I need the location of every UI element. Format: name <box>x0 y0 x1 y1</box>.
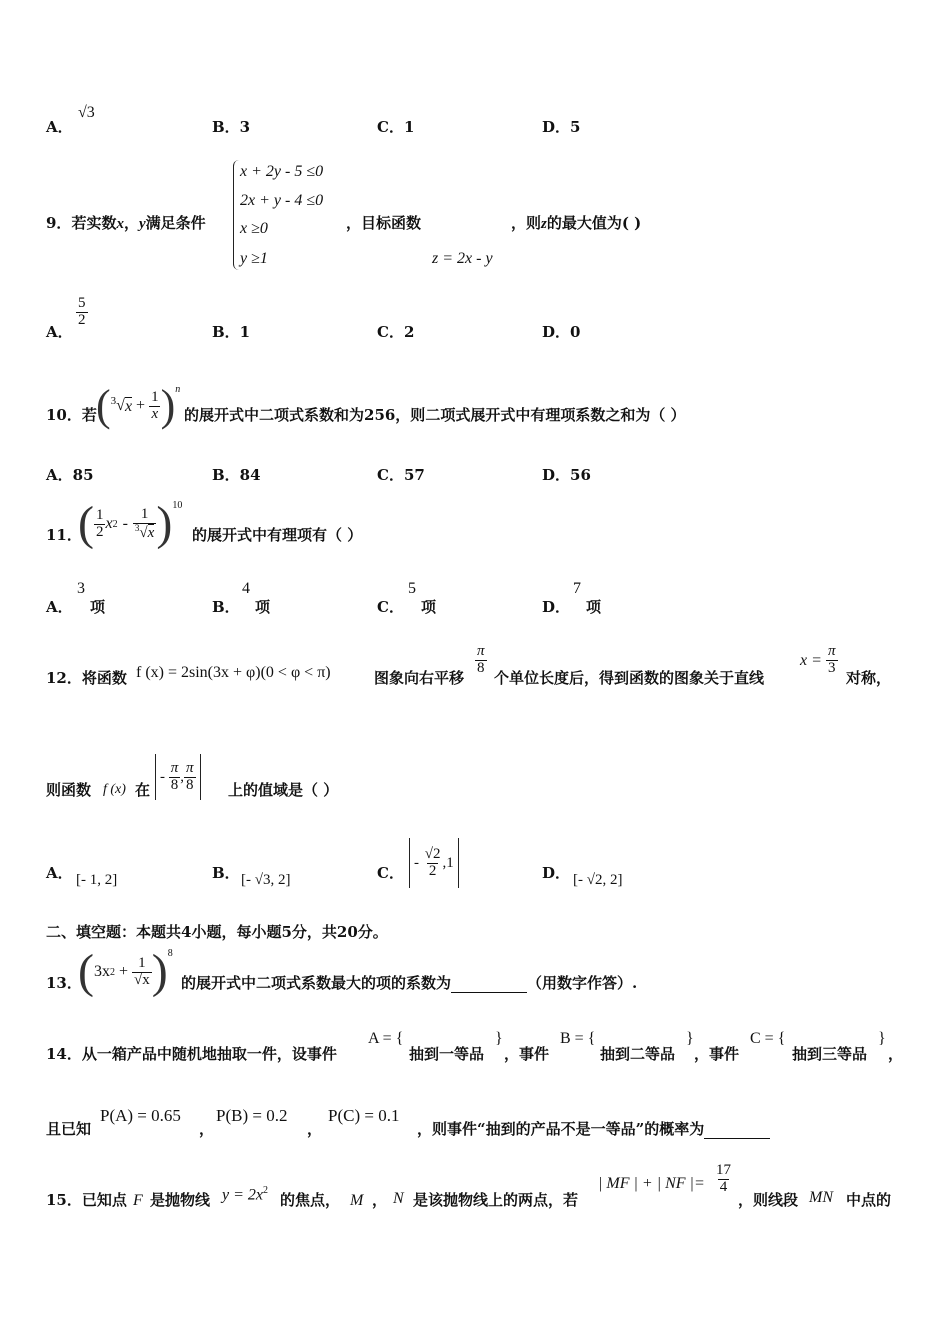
q12-text2: 个单位长度后，得到函数的图象关于直线 <box>494 669 765 687</box>
q12-text3: 对称， <box>846 669 892 687</box>
q10-number: 10．若 <box>46 406 97 424</box>
q11-option-d-label: D． <box>542 598 571 616</box>
q12-option-a-label: A． <box>46 864 73 882</box>
q12-option-c-value <box>409 838 459 888</box>
q11-option-a-unit: 项 <box>90 598 106 616</box>
q15-parabola-eq: y = 2x <box>222 1186 263 1204</box>
q14-event-b: B = { <box>560 1030 596 1047</box>
q9-ask <box>511 212 641 233</box>
q11-fraction-2 <box>133 507 156 542</box>
q15-parabola-exp: 2 <box>263 1185 268 1196</box>
q11-fraction-1 <box>94 508 106 541</box>
q8-option-a-value: √3 <box>78 104 95 121</box>
q14-event-a-close: } <box>495 1030 503 1047</box>
q14-event-c-text: 抽到三等品 <box>792 1045 868 1063</box>
q12-shift-den: 8 <box>477 659 485 676</box>
q14-sep2: ， <box>307 1120 323 1138</box>
q13-fraction <box>132 956 152 989</box>
q15-point-f: F <box>133 1192 143 1209</box>
q12-interval <box>155 754 201 800</box>
q14-answer-blank[interactable] <box>704 1124 770 1139</box>
q9-option-a-denominator: 2 <box>78 311 86 328</box>
q12-option-a-value: [- 1, 2] <box>76 872 118 888</box>
q12-interval-left <box>169 761 181 794</box>
q11-text: 的展开式中有理项有（ ） <box>192 526 363 544</box>
q11-option-c-label: C． <box>377 598 404 616</box>
q11-option-c-unit: 项 <box>421 598 437 616</box>
q14-event-b-close: } <box>686 1030 694 1047</box>
q13-text2: （用数字作答）. <box>527 974 638 992</box>
q9-option-d: D．0 <box>542 323 581 341</box>
q8-option-a-label: A． <box>46 118 73 136</box>
q14-text6: ，则事件“抽到的产品不是一等品”的概率为 <box>417 1120 705 1138</box>
q13-expression <box>78 945 173 998</box>
q14-question <box>417 1118 770 1139</box>
q10-exponent: n <box>175 384 181 395</box>
q11-option-b-label: B． <box>212 598 240 616</box>
q11-f2-den <box>133 523 156 542</box>
q9-constraint-1: x + 2y - 5 ≤0 <box>240 163 324 180</box>
q12-fx: f (x) <box>103 782 126 797</box>
q12-option-c-label: C． <box>377 864 404 882</box>
q13-frac-num: 1 <box>138 954 146 971</box>
q14-text5: 且已知 <box>46 1120 92 1138</box>
q12-text4: 则函数 <box>46 781 92 799</box>
q10-expression <box>96 381 181 430</box>
q12-interval-right-num: π <box>186 759 194 776</box>
q13-frac-den: √x <box>134 971 150 988</box>
q14-event-a: A = { <box>368 1030 404 1047</box>
q9-option-a-label: A． <box>46 323 73 341</box>
q9-option-a-fraction <box>76 296 88 329</box>
q13-plus: + <box>118 963 129 980</box>
q9-number: 9． <box>46 214 72 232</box>
q13-answer-blank[interactable] <box>451 978 527 993</box>
q13-left-paren: ( <box>78 945 94 998</box>
q11-x: x <box>105 515 113 532</box>
q15-condition: | MF | + | NF |= <box>598 1175 705 1192</box>
q12-number: 12．将函数 <box>46 669 127 687</box>
q8-option-c: C．1 <box>377 118 415 136</box>
q13-number: 13． <box>46 974 82 992</box>
q12-interval-right-den: 8 <box>186 776 194 793</box>
q11-expression <box>78 497 183 550</box>
q10-option-a: A．85 <box>46 466 94 484</box>
q12-function: f (x) = 2sin(3x + φ)(0 < φ < π) <box>136 664 331 681</box>
q11-f2-root-index: 3 <box>134 522 140 533</box>
q9-option-c: C．2 <box>377 323 415 341</box>
q12-interval-left-den: 8 <box>170 776 179 793</box>
section-title: 二、填空题：本题共4小题，每小题5分，共20分。 <box>46 923 388 941</box>
q12-text1: 图象向右平移 <box>374 669 465 687</box>
q11-minus: - <box>122 515 128 532</box>
q9-text3: ，目标函数 <box>346 214 422 232</box>
q15-text1: 是抛物线 <box>150 1191 211 1209</box>
q14-event-b-text: 抽到二等品 <box>600 1045 676 1063</box>
q9-var-z: z <box>541 216 547 232</box>
q11-right-paren: ) <box>156 497 173 550</box>
q10-right-paren: ) <box>160 381 176 430</box>
q15-text6: 中点的 <box>846 1191 892 1209</box>
q13-text1: 的展开式中二项式系数最大的项的系数为 <box>181 974 452 992</box>
q12-line-num: π <box>828 643 836 659</box>
q14-text4: ， <box>888 1045 904 1063</box>
q9-text5: 的最大值为( ) <box>546 214 642 232</box>
q12-shift-num: π <box>477 643 485 659</box>
q15-parabola <box>222 1185 268 1204</box>
q14-text3: ，事件 <box>694 1045 740 1063</box>
q9-objective: z = 2x - y <box>432 250 493 267</box>
q9-constraint-4: y ≥1 <box>240 250 268 267</box>
q12-option-c-den: 2 <box>428 862 437 879</box>
q13-right-paren: ) <box>151 945 168 998</box>
q10-frac-den: x <box>151 405 159 422</box>
q12-line-den: 3 <box>828 659 836 676</box>
q13-exponent: 8 <box>167 948 173 959</box>
q12-shift-fraction <box>475 644 487 677</box>
q9-option-a-numerator: 5 <box>78 295 86 311</box>
q12-interval-comma: , <box>180 768 185 785</box>
q11-option-a-number: 3 <box>77 580 85 597</box>
q8-option-d: D．5 <box>542 118 581 136</box>
q10-fraction <box>149 390 161 423</box>
q11-option-b-unit: 项 <box>255 598 271 616</box>
q14-text2: ，事件 <box>504 1045 550 1063</box>
q15-point-n: N <box>393 1190 404 1207</box>
q11-f1-den: 2 <box>95 523 104 540</box>
q11-option-b-number: 4 <box>242 580 250 597</box>
q15-text2: 的焦点， <box>280 1191 341 1209</box>
q11-exponent: 10 <box>172 500 183 511</box>
q14-event-c-close: } <box>878 1030 886 1047</box>
q10-frac-num: 1 <box>151 388 159 405</box>
q14-number-text: 14．从一箱产品中随机地抽取一件，设事件 <box>46 1045 337 1063</box>
q9-text2: 满足条件 <box>145 214 206 232</box>
q9-var-x: x <box>116 216 124 232</box>
q11-radical-icon: √ <box>139 524 148 541</box>
q11-f2-root-var: x <box>147 524 155 541</box>
q15-text3: ， <box>372 1191 388 1209</box>
q11-f1-num: 1 <box>95 506 104 523</box>
q9-text1: 若实数 <box>71 214 117 232</box>
q9-comma: ， <box>123 214 139 232</box>
q14-pa: P(A) = 0.65 <box>100 1106 181 1125</box>
q13-question <box>181 972 637 993</box>
q11-option-d-number: 7 <box>573 580 581 597</box>
q12-option-b-label: B． <box>212 864 240 882</box>
q14-pb: P(B) = 0.2 <box>216 1106 288 1125</box>
q15-cond-num: 17 <box>716 1162 731 1178</box>
q13-term1: 3x <box>93 963 110 980</box>
q15-point-m: M <box>350 1192 364 1209</box>
q11-option-c-number: 5 <box>408 580 416 597</box>
q10-option-c: C．57 <box>377 466 425 484</box>
q9-text4: ，则 <box>511 214 542 232</box>
q13-term1-exp: 2 <box>109 966 115 978</box>
q12-option-d-value: [- √2, 2] <box>573 872 623 888</box>
q15-cond-fraction <box>714 1163 733 1196</box>
q14-pc: P(C) = 0.1 <box>328 1106 400 1125</box>
q15-number-text: 15．已知点 <box>46 1191 127 1209</box>
q12-line-lhs: x = <box>800 652 822 669</box>
q9-option-b: B．1 <box>212 323 251 341</box>
q9-constraint-2: 2x + y - 4 ≤0 <box>240 192 324 209</box>
q12-option-c-num: √2 <box>424 845 441 862</box>
q10-root-var: x <box>124 397 133 415</box>
q11-number: 11． <box>46 526 82 544</box>
q9-var-y: y <box>138 216 146 232</box>
q14-event-a-text: 抽到一等品 <box>409 1045 485 1063</box>
q10-left-paren: ( <box>96 381 111 430</box>
q12-text6: 上的值域是（ ） <box>228 781 339 799</box>
q10-text: 的展开式中二项式系数和为256，则二项式展开式中有理项系数之和为（ ） <box>184 406 686 424</box>
q11-f2-num: 1 <box>140 505 149 522</box>
q11-option-d-unit: 项 <box>586 598 602 616</box>
q14-event-c: C = { <box>750 1030 786 1047</box>
q12-text5: 在 <box>135 781 151 799</box>
q15-segment-mn: MN <box>809 1189 833 1206</box>
q10-root-index: 3 <box>110 395 117 407</box>
q10-option-b: B．84 <box>212 466 261 484</box>
q8-option-b: B．3 <box>212 118 251 136</box>
q10-plus: + <box>136 397 146 414</box>
q11-x-exp: 2 <box>112 518 118 530</box>
q10-option-d: D．56 <box>542 466 591 484</box>
q12-interval-left-num: π <box>170 759 179 776</box>
q12-interval-sign: - <box>160 768 165 785</box>
q12-line-fraction <box>826 644 838 677</box>
q12-option-d-label: D． <box>542 864 571 882</box>
q9-stem <box>46 212 206 233</box>
q12-option-c-rest: ,1 <box>442 854 454 871</box>
q9-constraint-3: x ≥0 <box>240 220 268 237</box>
q11-option-a-label: A． <box>46 598 73 616</box>
q15-text5: ，则线段 <box>738 1191 799 1209</box>
q14-sep1: ， <box>199 1120 215 1138</box>
q12-interval-right <box>184 761 196 794</box>
q15-cond-den: 4 <box>719 1178 728 1195</box>
q11-left-paren: ( <box>78 497 94 550</box>
q10-radical-icon: √ <box>116 397 125 414</box>
q12-option-b-value: [- √3, 2] <box>241 872 291 888</box>
q12-option-c-sign: - <box>414 854 419 871</box>
q15-text4: 是该抛物线上的两点，若 <box>413 1191 579 1209</box>
q12-option-c-fraction <box>423 847 443 880</box>
